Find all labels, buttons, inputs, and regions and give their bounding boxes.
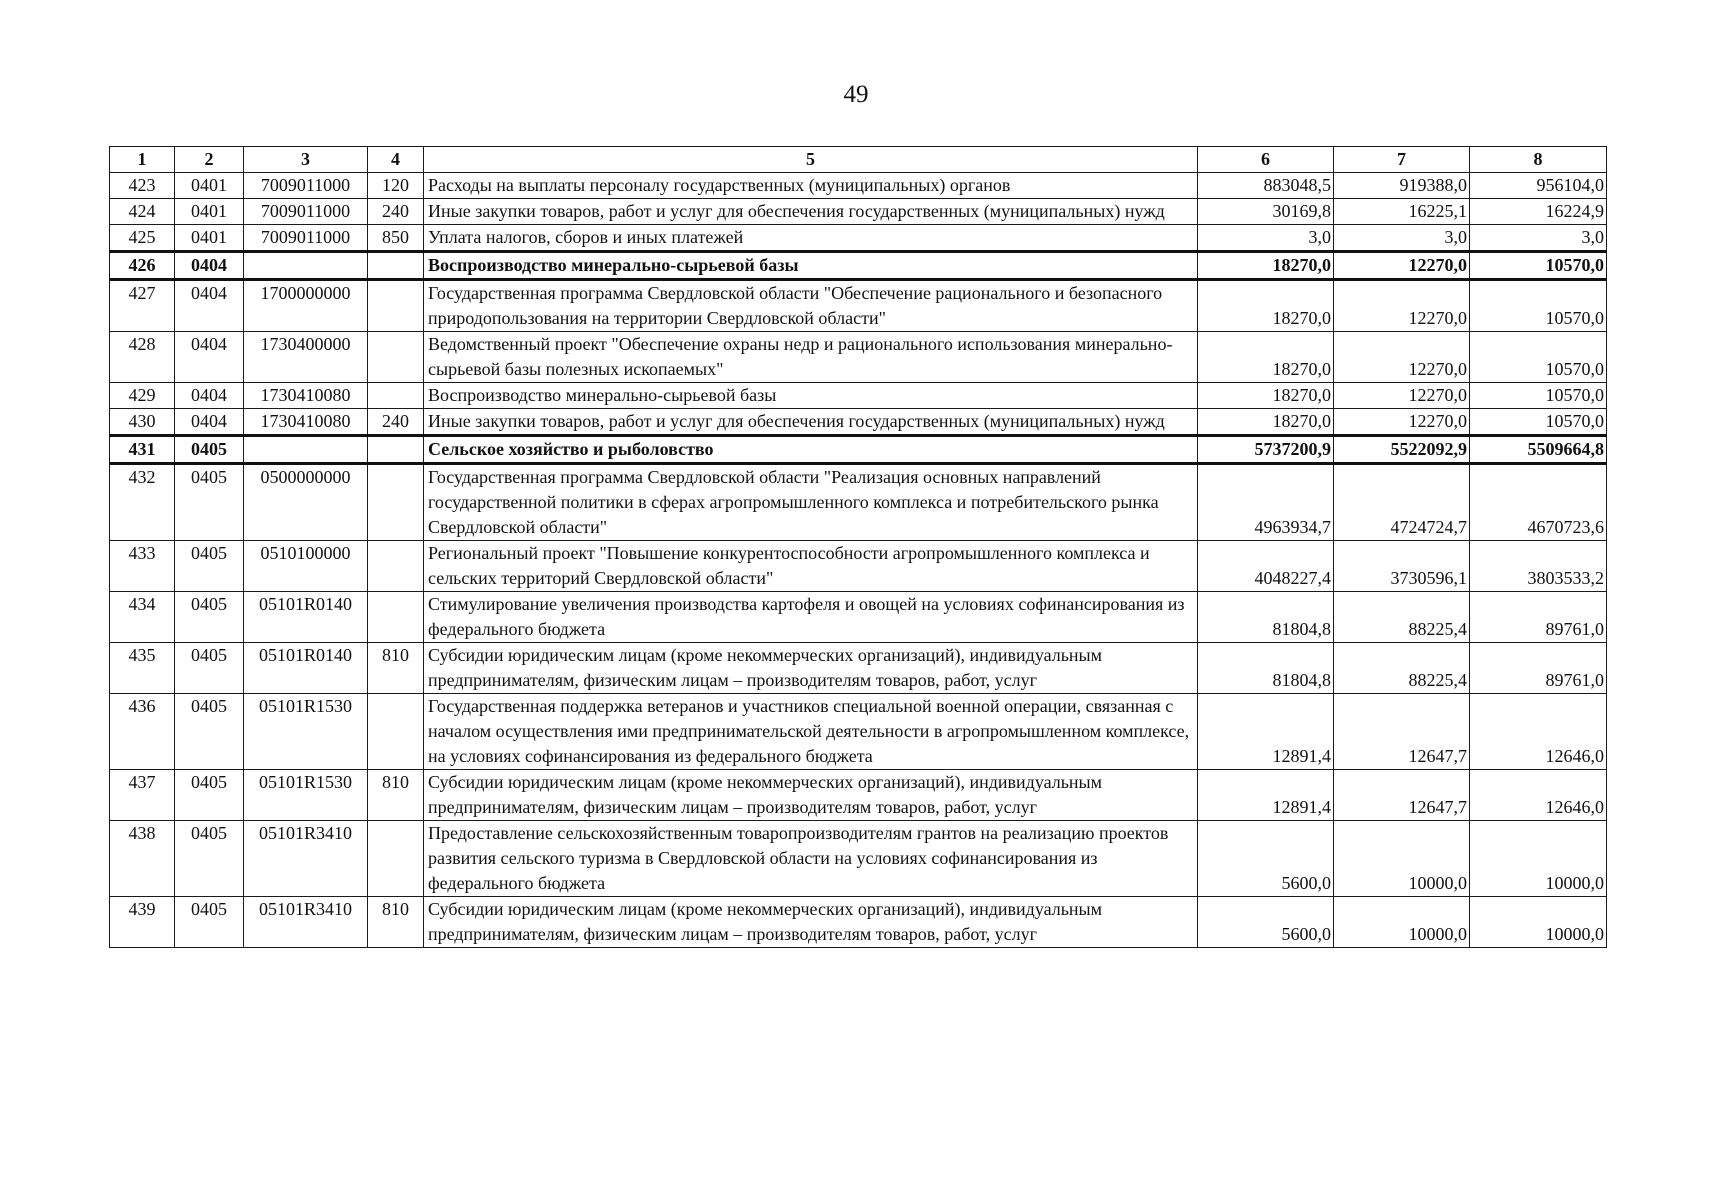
row-number-cell: 437 <box>110 770 175 821</box>
table-row <box>110 592 1607 643</box>
row-number-cell: 433 <box>110 541 175 592</box>
amount-cell: 16224,9 <box>1470 199 1607 225</box>
amount-cell: 12270,0 <box>1334 383 1470 409</box>
amount-cell: 10570,0 <box>1470 280 1607 332</box>
section-code-cell: 0401 <box>175 225 244 252</box>
expense-type-cell <box>368 436 424 464</box>
row-number-cell: 436 <box>110 694 175 770</box>
row-number-cell: 428 <box>110 332 175 383</box>
amount-cell: 30169,8 <box>1198 199 1334 225</box>
target-article-cell: 05101R1530 <box>244 694 368 770</box>
table-row <box>110 280 1607 332</box>
section-code-cell: 0404 <box>175 280 244 332</box>
amount-cell: 5737200,9 <box>1198 436 1334 464</box>
expense-type-cell <box>368 252 424 280</box>
table-row <box>110 252 1607 280</box>
expense-type-cell: 240 <box>368 199 424 225</box>
column-header: 4 <box>368 147 424 173</box>
column-header: 5 <box>424 147 1198 173</box>
table-row <box>110 821 1607 897</box>
item-name-cell: Расходы на выплаты персоналу государственных (муниципальных) органов <box>424 173 1198 199</box>
amount-cell: 883048,5 <box>1198 173 1334 199</box>
target-article-cell: 0510100000 <box>244 541 368 592</box>
target-article-cell: 0500000000 <box>244 464 368 541</box>
item-name-cell: Субсидии юридическим лицам (кроме некоммерческих организаций), индивидуальным предпринимателям, физическим лицам – производителям товаров, работ, услуг <box>424 770 1198 821</box>
table-row <box>110 464 1607 541</box>
amount-cell: 3,0 <box>1198 225 1334 252</box>
section-code-cell: 0405 <box>175 541 244 592</box>
row-number-cell: 429 <box>110 383 175 409</box>
item-name-cell: Субсидии юридическим лицам (кроме некоммерческих организаций), индивидуальным предпринимателям, физическим лицам – производителям товаров, работ, услуг <box>424 643 1198 694</box>
table-row <box>110 383 1607 409</box>
amount-cell: 12270,0 <box>1334 332 1470 383</box>
item-name-cell: Воспроизводство минерально-сырьевой базы <box>424 383 1198 409</box>
amount-cell: 88225,4 <box>1334 643 1470 694</box>
item-name-cell: Субсидии юридическим лицам (кроме некоммерческих организаций), индивидуальным предпринимателям, физическим лицам – производителям товаров, работ, услуг <box>424 897 1198 948</box>
amount-cell: 12647,7 <box>1334 770 1470 821</box>
expense-type-cell: 850 <box>368 225 424 252</box>
amount-cell: 18270,0 <box>1198 280 1334 332</box>
column-header: 8 <box>1470 147 1607 173</box>
amount-cell: 12270,0 <box>1334 252 1470 280</box>
section-code-cell: 0405 <box>175 436 244 464</box>
section-code-cell: 0404 <box>175 252 244 280</box>
amount-cell: 18270,0 <box>1198 252 1334 280</box>
amount-cell: 12270,0 <box>1334 280 1470 332</box>
table-row <box>110 770 1607 821</box>
table-row <box>110 199 1607 225</box>
table-row <box>110 897 1607 948</box>
target-article-cell: 1700000000 <box>244 280 368 332</box>
item-name-cell: Воспроизводство минерально-сырьевой базы <box>424 252 1198 280</box>
section-code-cell: 0405 <box>175 821 244 897</box>
amount-cell: 81804,8 <box>1198 592 1334 643</box>
amount-cell: 18270,0 <box>1198 383 1334 409</box>
item-name-cell: Предоставление сельскохозяйственным товаропроизводителям грантов на реализацию проектов развития сельского туризма в Свердловской области на условиях софинансирования из федерального бюджета <box>424 821 1198 897</box>
expense-type-cell <box>368 694 424 770</box>
section-code-cell: 0405 <box>175 897 244 948</box>
column-header: 1 <box>110 147 175 173</box>
item-name-cell: Региональный проект "Повышение конкурентоспособности агропромышленного комплекса и сельских территорий Свердловской области" <box>424 541 1198 592</box>
amount-cell: 12891,4 <box>1198 770 1334 821</box>
row-number-cell: 431 <box>110 436 175 464</box>
amount-cell: 5600,0 <box>1198 821 1334 897</box>
section-code-cell: 0405 <box>175 592 244 643</box>
amount-cell: 10000,0 <box>1470 897 1607 948</box>
amount-cell: 4724724,7 <box>1334 464 1470 541</box>
expense-type-cell: 240 <box>368 409 424 436</box>
expense-type-cell: 810 <box>368 897 424 948</box>
amount-cell: 10000,0 <box>1334 897 1470 948</box>
amount-cell: 12270,0 <box>1334 409 1470 436</box>
item-name-cell: Стимулирование увеличения производства картофеля и овощей на условиях софинансирования из федерального бюджета <box>424 592 1198 643</box>
row-number-cell: 435 <box>110 643 175 694</box>
amount-cell: 5509664,8 <box>1470 436 1607 464</box>
column-header: 7 <box>1334 147 1470 173</box>
row-number-cell: 427 <box>110 280 175 332</box>
amount-cell: 10570,0 <box>1470 383 1607 409</box>
table-row <box>110 225 1607 252</box>
amount-cell: 12891,4 <box>1198 694 1334 770</box>
target-article-cell: 05101R3410 <box>244 897 368 948</box>
item-name-cell: Сельское хозяйство и рыболовство <box>424 436 1198 464</box>
target-article-cell: 05101R0140 <box>244 643 368 694</box>
column-header: 2 <box>175 147 244 173</box>
target-article-cell <box>244 252 368 280</box>
item-name-cell: Государственная программа Свердловской области "Обеспечение рационального и безопасного природопользования на территории Свердловской области" <box>424 280 1198 332</box>
section-code-cell: 0405 <box>175 643 244 694</box>
page-number: 49 <box>843 81 869 108</box>
amount-cell: 18270,0 <box>1198 332 1334 383</box>
amount-cell: 4048227,4 <box>1198 541 1334 592</box>
row-number-cell: 439 <box>110 897 175 948</box>
column-header: 3 <box>244 147 368 173</box>
section-code-cell: 0404 <box>175 383 244 409</box>
amount-cell: 88225,4 <box>1334 592 1470 643</box>
expense-type-cell <box>368 464 424 541</box>
expense-type-cell <box>368 332 424 383</box>
header-row <box>110 147 1607 173</box>
amount-cell: 18270,0 <box>1198 409 1334 436</box>
amount-cell: 3,0 <box>1334 225 1470 252</box>
amount-cell: 12647,7 <box>1334 694 1470 770</box>
item-name-cell: Иные закупки товаров, работ и услуг для обеспечения государственных (муниципальных) нужд <box>424 199 1198 225</box>
amount-cell: 3803533,2 <box>1470 541 1607 592</box>
expense-type-cell <box>368 280 424 332</box>
table-row <box>110 173 1607 199</box>
section-code-cell: 0404 <box>175 332 244 383</box>
section-code-cell: 0405 <box>175 770 244 821</box>
target-article-cell: 1730410080 <box>244 383 368 409</box>
amount-cell: 5600,0 <box>1198 897 1334 948</box>
table-row <box>110 643 1607 694</box>
amount-cell: 89761,0 <box>1470 592 1607 643</box>
row-number-cell: 432 <box>110 464 175 541</box>
expense-type-cell <box>368 592 424 643</box>
table-row <box>110 436 1607 464</box>
table-row <box>110 332 1607 383</box>
amount-cell: 10570,0 <box>1470 409 1607 436</box>
target-article-cell: 1730410080 <box>244 409 368 436</box>
table-row <box>110 541 1607 592</box>
amount-cell: 4670723,6 <box>1470 464 1607 541</box>
amount-cell: 919388,0 <box>1334 173 1470 199</box>
amount-cell: 89761,0 <box>1470 643 1607 694</box>
column-header: 6 <box>1198 147 1334 173</box>
table-row <box>110 694 1607 770</box>
expense-type-cell: 810 <box>368 770 424 821</box>
budget-table <box>109 146 1607 948</box>
amount-cell: 10000,0 <box>1470 821 1607 897</box>
section-code-cell: 0405 <box>175 464 244 541</box>
target-article-cell: 7009011000 <box>244 199 368 225</box>
amount-cell: 10000,0 <box>1334 821 1470 897</box>
row-number-cell: 423 <box>110 173 175 199</box>
expense-type-cell <box>368 541 424 592</box>
row-number-cell: 424 <box>110 199 175 225</box>
expense-type-cell: 810 <box>368 643 424 694</box>
amount-cell: 10570,0 <box>1470 332 1607 383</box>
target-article-cell: 05101R1530 <box>244 770 368 821</box>
section-code-cell: 0404 <box>175 409 244 436</box>
amount-cell: 16225,1 <box>1334 199 1470 225</box>
amount-cell: 5522092,9 <box>1334 436 1470 464</box>
amount-cell: 10570,0 <box>1470 252 1607 280</box>
row-number-cell: 438 <box>110 821 175 897</box>
section-code-cell: 0405 <box>175 694 244 770</box>
expense-type-cell <box>368 821 424 897</box>
row-number-cell: 430 <box>110 409 175 436</box>
item-name-cell: Ведомственный проект "Обеспечение охраны недр и рационального использования минерально-сырьевой базы полезных ископаемых" <box>424 332 1198 383</box>
expense-type-cell <box>368 383 424 409</box>
amount-cell: 12646,0 <box>1470 694 1607 770</box>
amount-cell: 12646,0 <box>1470 770 1607 821</box>
row-number-cell: 426 <box>110 252 175 280</box>
section-code-cell: 0401 <box>175 173 244 199</box>
row-number-cell: 425 <box>110 225 175 252</box>
table-row <box>110 409 1607 436</box>
section-code-cell: 0401 <box>175 199 244 225</box>
target-article-cell: 7009011000 <box>244 225 368 252</box>
target-article-cell: 1730400000 <box>244 332 368 383</box>
target-article-cell: 7009011000 <box>244 173 368 199</box>
amount-cell: 81804,8 <box>1198 643 1334 694</box>
target-article-cell <box>244 436 368 464</box>
amount-cell: 3730596,1 <box>1334 541 1470 592</box>
expense-type-cell: 120 <box>368 173 424 199</box>
item-name-cell: Государственная поддержка ветеранов и участников специальной военной операции, связанная с началом осуществления ими предпринимательской деятельности в агропромышленном комплексе, на условиях софинансирования из федерального бюджета <box>424 694 1198 770</box>
amount-cell: 3,0 <box>1470 225 1607 252</box>
item-name-cell: Иные закупки товаров, работ и услуг для обеспечения государственных (муниципальных) нужд <box>424 409 1198 436</box>
row-number-cell: 434 <box>110 592 175 643</box>
amount-cell: 956104,0 <box>1470 173 1607 199</box>
item-name-cell: Уплата налогов, сборов и иных платежей <box>424 225 1198 252</box>
amount-cell: 4963934,7 <box>1198 464 1334 541</box>
target-article-cell: 05101R3410 <box>244 821 368 897</box>
item-name-cell: Государственная программа Свердловской области "Реализация основных направлений государственной политики в сферах агропромышленного комплекса и потребительского рынка Свердловской области" <box>424 464 1198 541</box>
target-article-cell: 05101R0140 <box>244 592 368 643</box>
